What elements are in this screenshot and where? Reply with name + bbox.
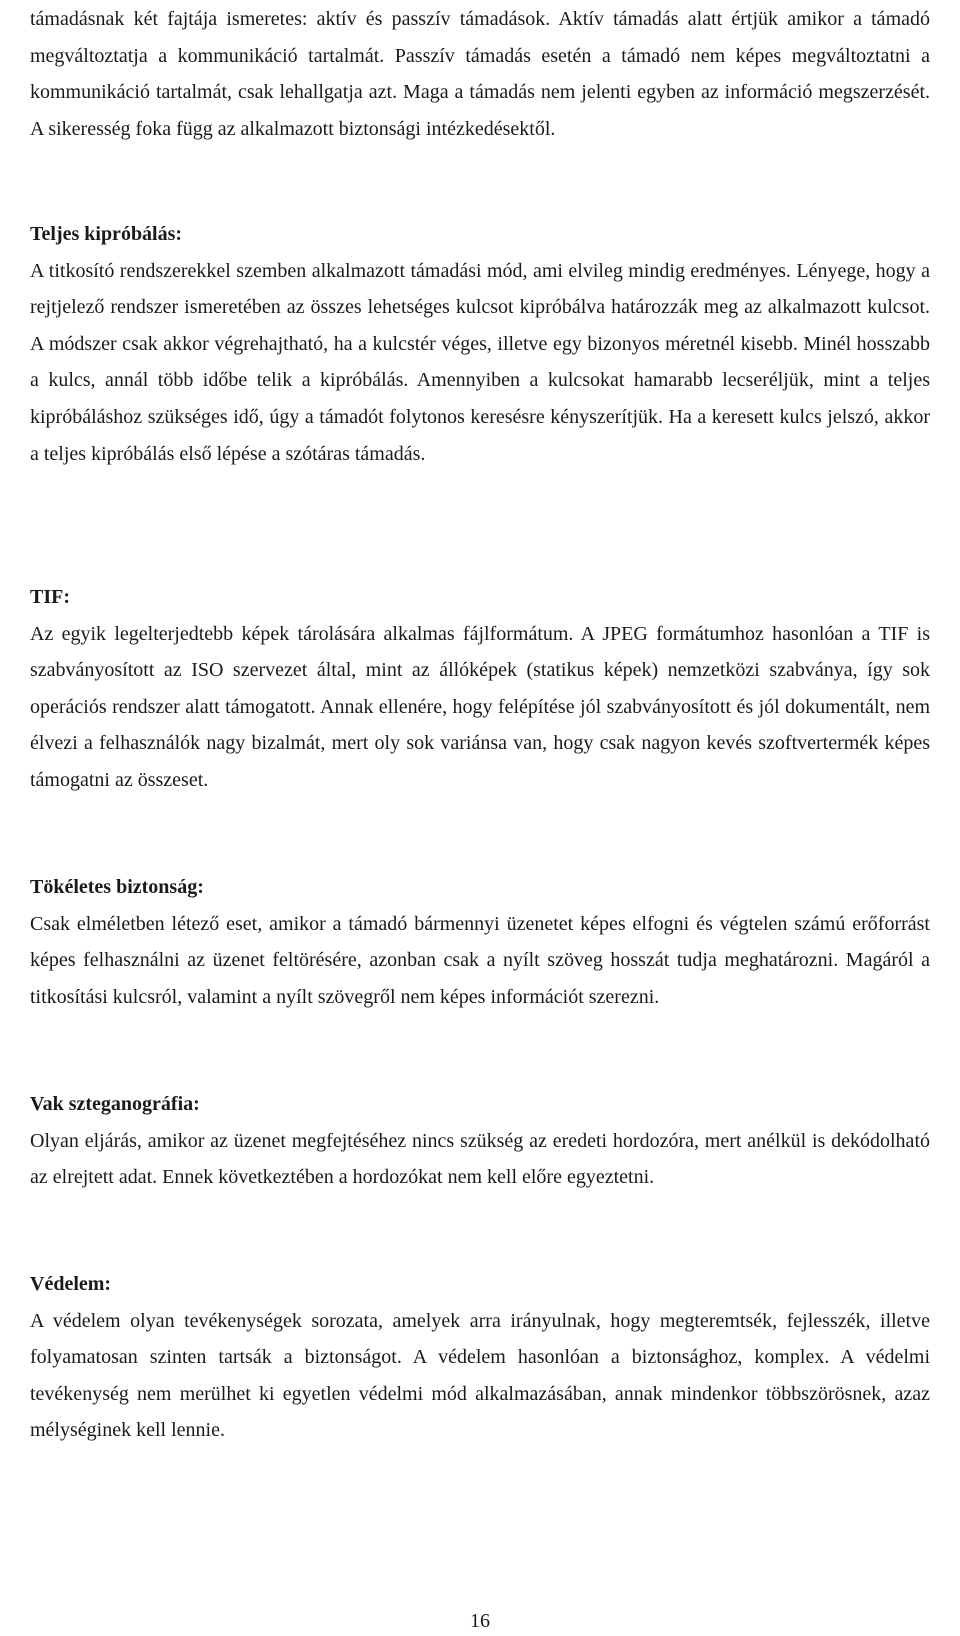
- section-heading: Vak szteganográfia:: [30, 1093, 200, 1115]
- section-heading: Tökéletes biztonság:: [30, 876, 204, 898]
- page-number: 16: [470, 1610, 490, 1632]
- section-vak-szteganografia: [30, 1086, 930, 1196]
- section-paragraph: Csak elméletben létező eset, amikor a támadó bármennyi üzenetet képes elfogni és végtelen számú erőforrást képes felhasználni az üzenet feltörésére, azonban csak a nyílt szöveg hosszát tudja meghatározni. Magáról a titkosítási kulcsról, valamint a nyílt szövegről nem képes információt szerezni.: [30, 912, 930, 1008]
- section-paragraph: Olyan eljárás, amikor az üzenet megfejtéséhez nincs szükség az eredeti hordozóra, mert anélkül is dekódolható az elrejtett adat. Ennek következtében a hordozókat nem kell előre egyeztetni.: [30, 1129, 930, 1189]
- section-paragraph: A védelem olyan tevékenységek sorozata, amelyek arra irányulnak, hogy megteremtsék, fejlesszék, illetve folyamatosan szinten tartsák a biztonságot. A védelem hasonlóan a biztonsághoz, komplex. A védelmi tevékenység nem merülhet ki egyetlen védelmi mód alkalmazásában, annak mindenkor többszörösnek, azaz mélységinek kell lennie.: [30, 1309, 930, 1442]
- section-paragraph: A titkosító rendszerekkel szemben alkalmazott támadási mód, ami elvileg mindig eredményes. Lényege, hogy a rejtjelező rendszer ismeretében az összes lehetséges kulcsot kipróbálva határozzák meg az alkalmazott kulcsot. A módszer csak akkor végrehajtható, ha a kulcstér véges, illetve egy bizonyos méretnél kisebb. Minél hosszabb a kulcs, annál több időbe telik a kipróbálás. Amennyiben a kulcsokat hamarabb lecseréljük, mint a teljes kipróbáláshoz szükséges idő, úgy a támadót folytonos keresésre kényszerítjük. Ha a keresett kulcs jelszó, akkor a teljes kipróbálás első lépése a szótáras támadás.: [30, 259, 930, 465]
- section-tokeletes-biztonsag: [30, 869, 930, 1015]
- section-tif: [30, 579, 930, 799]
- intro-paragraph: támadásnak két fajtája ismeretes: aktív és passzív támadások. Aktív támadás alatt értjük amikor a támadó megváltoztatja a kommunikáció tartalmát. Passzív támadás esetén a támadó nem képes megváltoztatni a kommunikáció tartalmát, csak lehallgatja azt. Maga a támadás nem jelenti egyben az információ megszerzését. A sikeresség foka függ az alkalmazott biztonsági intézkedésektől.: [30, 8, 930, 140]
- section-paragraph: Az egyik legelterjedtebb képek tárolására alkalmas fájlformátum. A JPEG formátumhoz hasonlóan a TIF is szabványosított az ISO szervezet által, mint az állóképek (statikus képek) nemzetközi szabványa, így sok operációs rendszer alatt támogatott. Annak ellenére, hogy felépítése jól szabványosított és jól dokumentált, nem élvezi a felhasználók nagy bizalmát, mert oly sok variánsa van, hogy csak nagyon kevés szoftvertermék képes támogatni az összeset.: [30, 622, 930, 791]
- section-heading: Védelem:: [30, 1273, 112, 1295]
- section-heading: Teljes kipróbálás:: [30, 223, 183, 245]
- intro-paragraph-block: [30, 1, 930, 147]
- section-vedelem: [30, 1266, 930, 1449]
- section-teljes-kiprobalas: [30, 216, 930, 472]
- section-heading: TIF:: [30, 586, 70, 608]
